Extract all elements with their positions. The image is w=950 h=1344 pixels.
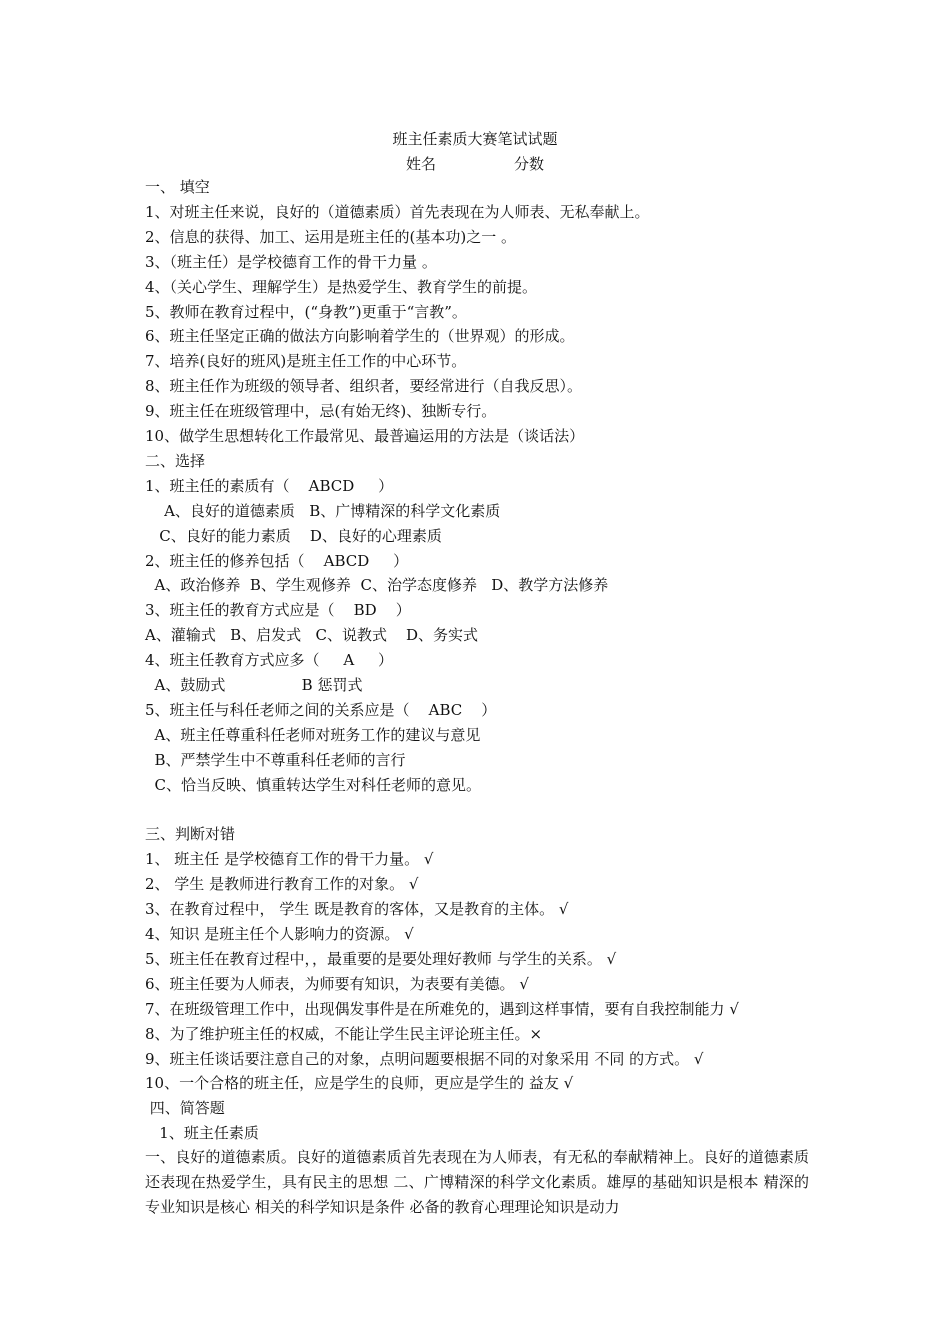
text-line: 2、班主任的修养包括（ ABCD ）	[145, 551, 409, 570]
text-line: 3、在教育过程中， 学生 既是教育的客体，又是教育的主体。 √	[145, 900, 569, 919]
text-line: 2、信息的获得、加工、运用是班主任的(基本功)之一 。	[145, 227, 517, 246]
document-title: 班主任素质大赛笔试试题	[392, 130, 558, 148]
score-label: 分数	[514, 155, 545, 173]
text-line: 3、（班主任）是学校德育工作的骨干力量 。	[145, 252, 437, 271]
text-line: 1、班主任素质	[145, 1124, 259, 1143]
text-line: A、良好的道德素质 B、广博精深的科学文化素质	[145, 501, 501, 520]
name-score-line	[0, 153, 950, 174]
text-line: 3、班主任的教育方式应是（ BD ）	[145, 601, 411, 620]
text-line: 7、培养(良好的班风)是班主任工作的中心环节。	[145, 352, 467, 371]
text-line: A、灌输式 B、启发式 C、说教式 D、务实式	[145, 626, 479, 645]
text-line: 5、班主任在教育过程中，，最重要的是要处理好教师 与学生的关系。 √	[145, 949, 617, 968]
text-line: 10、一个合格的班主任，应是学生的良师，更应是学生的 益友 √	[145, 1074, 574, 1093]
text-line: 四、简答题	[145, 1099, 225, 1118]
text-line: 一、 填空	[145, 178, 210, 196]
text-line: 9、班主任在班级管理中，忌(有始无终)、独断专行。	[145, 402, 497, 421]
text-line: A、鼓励式 B 惩罚式	[145, 676, 363, 694]
text-line: 1、 班主任 是学校德育工作的骨干力量。 √	[145, 850, 434, 869]
text-line: 4、班主任教育方式应多（ A ）	[145, 651, 394, 670]
text-line: 10、做学生思想转化工作最常见、最普遍运用的方法是（谈话法）	[145, 427, 585, 445]
text-line: B、严禁学生中不尊重科任老师的言行	[145, 750, 406, 769]
text-line: A、政治修养 B、学生观修养 C、治学态度修养 D、教学方法修养	[145, 576, 609, 595]
text-line: 1、班主任的素质有（ ABCD ）	[145, 476, 394, 495]
text-line: 1、对班主任来说，良好的（道德素质）首先表现在为人师表、无私奉献上。	[145, 202, 650, 221]
text-line: 8、为了维护班主任的权威，不能让学生民主评论班主任。×	[145, 1024, 543, 1043]
text-line: 三、判断对错	[145, 825, 236, 844]
text-line: 4、（关心学生、理解学生）是热爱学生、教育学生的前提。	[145, 277, 538, 296]
text-line: A、班主任尊重科任老师对班务工作的建议与意见	[145, 725, 481, 744]
text-line: 2、 学生 是教师进行教育工作的对象。 √	[145, 875, 419, 894]
text-line: 8、班主任作为班级的领导者、组织者，要经常进行（自我反思）。	[145, 377, 583, 396]
name-label: 姓名	[405, 155, 436, 173]
text-line: 6、班主任坚定正确的做法方向影响着学生的（世界观）的形成。	[145, 327, 575, 346]
text-line: 二、选择	[145, 451, 206, 470]
text-line: C、良好的能力素质 D、良好的心理素质	[145, 526, 442, 545]
text-line: 7、在班级管理工作中，出现偶发事件是在所难免的，遇到这样事情，要有自我控制能力 √	[145, 999, 739, 1018]
text-line: 6、班主任要为人师表，为师要有知识，为表要有美德。 √	[145, 974, 529, 993]
text-line: 9、班主任谈话要注意自己的对象，点明问题要根据不同的对象采用 不同 的方式。 √	[145, 1049, 704, 1068]
text-line: C、恰当反映、慎重转达学生对科任老师的意见。	[145, 775, 482, 794]
text-line: 5、教师在教育过程中，(“身教”)更重于“言教”。	[145, 302, 467, 321]
text-line: 5、班主任与科任老师之间的关系应是（ ABC ）	[145, 700, 497, 719]
answer-paragraph: 一、良好的道德素质。良好的道德素质首先表现在为人师表，有无私的奉献精神上。良好的道德素质还表现在热爱学生，具有民主的思想 二、广博精深的科学文化素质。雄厚的基础知识是根本 精深的专业知识是核心 相关的科学知识是条件 必备的教育心理理论知识是动力	[145, 1148, 809, 1216]
text-line: 4、知识 是班主任个人影响力的资源。 √	[145, 925, 414, 943]
